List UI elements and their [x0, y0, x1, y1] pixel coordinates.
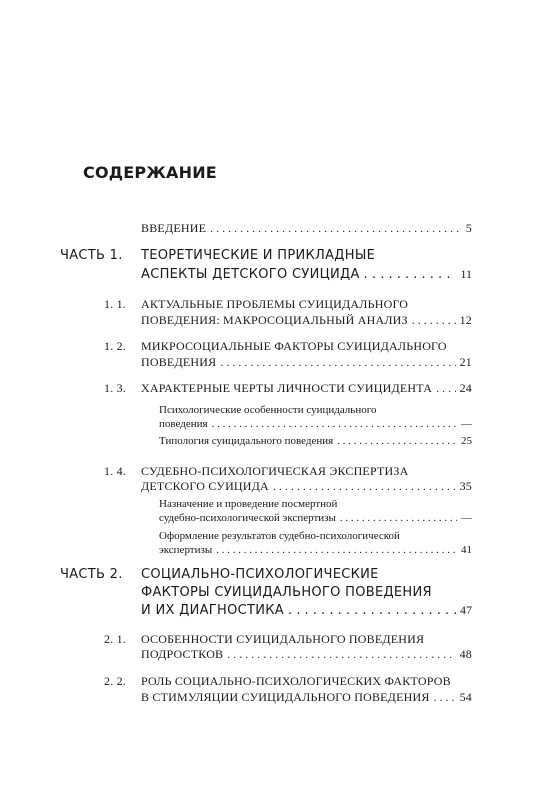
toc-entry-title: СОЦИАЛЬНО-ПСИХОЛОГИЧЕСКИЕ	[141, 567, 379, 582]
dot-leader	[412, 313, 456, 328]
dot-leader	[288, 603, 456, 618]
dot-leader	[216, 544, 457, 556]
dot-leader	[210, 221, 462, 236]
toc-entry-title: ДЕТСКОГО СУИЦИДА	[141, 479, 269, 493]
toc-entry-title: ВВЕДЕНИЕ	[141, 221, 207, 235]
toc-page-number: —	[461, 418, 472, 430]
toc-page-number: 54	[459, 690, 472, 704]
toc-page-number: 11	[460, 267, 472, 281]
toc-entry-title: РОЛЬ СОЦИАЛЬНО-ПСИХОЛОГИЧЕСКИХ ФАКТОРОВ	[141, 674, 451, 688]
toc-page-number: 35	[459, 479, 472, 493]
dot-leader	[220, 355, 455, 370]
toc-page-number: 5	[465, 221, 472, 235]
dot-leader	[212, 418, 457, 430]
toc-entry-title: Психологические особенности суицидального	[159, 404, 377, 416]
toc-entry-title: поведения	[159, 418, 208, 430]
toc-entry-title: экспертизы	[159, 544, 213, 556]
toc-section-number: 2. 2.	[104, 674, 126, 688]
toc-page-number: 25	[461, 435, 472, 447]
toc-entry-title: МИКРОСОЦИАЛЬНЫЕ ФАКТОРЫ СУИЦИДАЛЬНОГО	[141, 339, 447, 353]
toc-page-number: 21	[459, 355, 472, 369]
toc-entry-title: И ИХ ДИАГНОСТИКА	[141, 603, 284, 618]
toc-entry-title: ТЕОРЕТИЧЕСКИЕ И ПРИКЛАДНЫЕ	[141, 248, 376, 263]
toc-entry-title: ПОВЕДЕНИЯ	[141, 355, 217, 369]
toc-section-number: 1. 4.	[104, 464, 126, 478]
dot-leader	[434, 690, 456, 705]
toc-entry-title: СУДЕБНО-ПСИХОЛОГИЧЕСКАЯ ЭКСПЕРТИЗА	[141, 464, 409, 478]
toc-entry-title: ФАКТОРЫ СУИЦИДАЛЬНОГО ПОВЕДЕНИЯ	[141, 585, 432, 600]
toc-entry-title: АСПЕКТЫ ДЕТСКОГО СУИЦИДА	[141, 267, 360, 282]
toc-page-number: —	[461, 512, 472, 524]
toc-page-number: 12	[459, 313, 472, 327]
page-title: СОДЕРЖАНИЕ	[83, 163, 217, 182]
dot-leader	[436, 381, 456, 396]
toc-entry-title: ПОВЕДЕНИЯ: МАКРОСОЦИАЛЬНЫЙ АНАЛИЗ	[141, 313, 408, 327]
toc-entry-title: ОСОБЕННОСТИ СУИЦИДАЛЬНОГО ПОВЕДЕНИЯ	[141, 632, 425, 646]
toc-entry-title: ХАРАКТЕРНЫЕ ЧЕРТЫ ЛИЧНОСТИ СУИЦИДЕНТА	[141, 381, 433, 395]
dot-leader	[337, 435, 457, 447]
toc-part-number: ЧАСТЬ 1.	[60, 248, 123, 263]
toc-entry-title: Оформление результатов судебно-психологической	[159, 530, 400, 542]
toc-entry-title: судебно-психологической экспертизы	[159, 512, 336, 524]
dot-leader	[340, 512, 457, 524]
toc-section-number: 1. 2.	[104, 339, 126, 353]
toc-page-number: 41	[461, 544, 472, 556]
toc-entry-title: Назначение и проведение посмертной	[159, 498, 338, 510]
toc-part-number: ЧАСТЬ 2.	[60, 567, 123, 582]
toc-page-number: 24	[459, 381, 472, 395]
dot-leader	[364, 267, 457, 282]
dot-leader	[227, 647, 455, 662]
toc-section-number: 2. 1.	[104, 632, 126, 646]
toc-entry-title: Типология суицидального поведения	[159, 435, 334, 447]
toc-entry-title: АКТУАЛЬНЫЕ ПРОБЛЕМЫ СУИЦИДАЛЬНОГО	[141, 297, 409, 311]
toc-page-number: 48	[459, 647, 472, 661]
toc-page-number: 47	[460, 603, 472, 617]
dot-leader	[273, 479, 456, 494]
toc-section-number: 1. 1.	[104, 297, 126, 311]
toc-entry-title: ПОДРОСТКОВ	[141, 647, 224, 661]
toc-section-number: 1. 3.	[104, 381, 126, 395]
toc-entry-title: В СТИМУЛЯЦИИ СУИЦИДАЛЬНОГО ПОВЕДЕНИЯ	[141, 690, 430, 704]
